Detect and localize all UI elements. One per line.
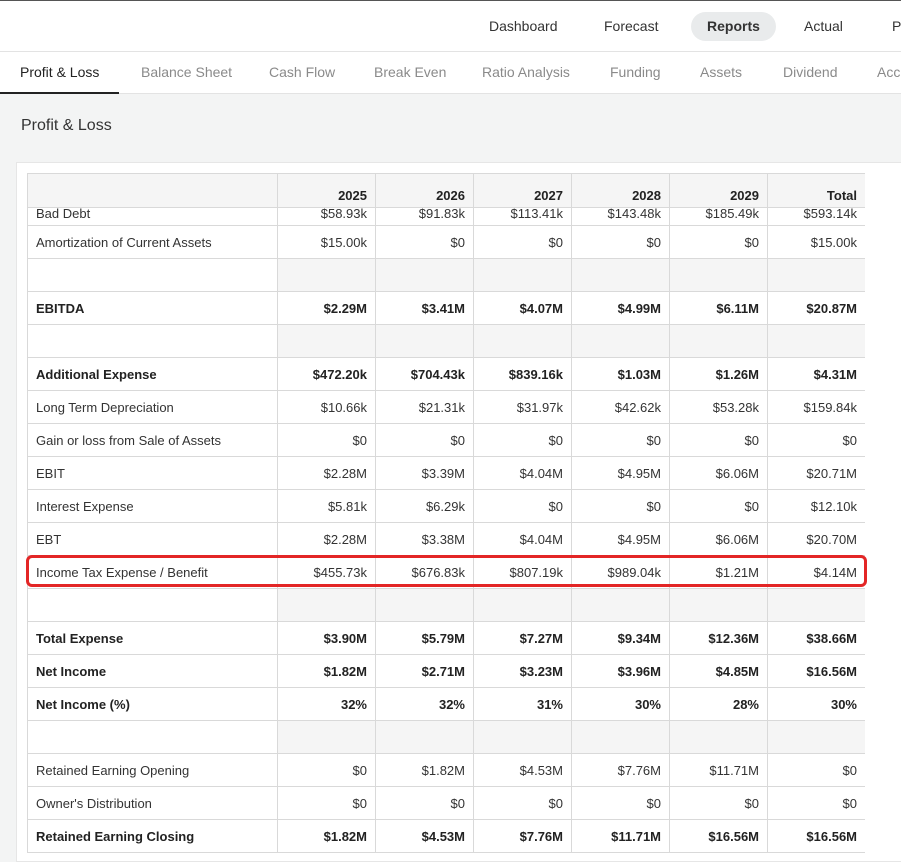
value-cell: $0 [278,787,376,820]
tab-more-truncated[interactable]: Acc [877,64,901,80]
value-cell: $4.85M [670,655,768,688]
tab-dividend[interactable]: Dividend [783,64,838,80]
header-year-cell: 2028 [572,174,670,208]
header-year-cell: 2027 [474,174,572,208]
nav-reports[interactable]: Reports [691,12,776,41]
header-year-cell: 2026 [376,174,474,208]
row-label-cell: Total Expense [28,622,278,655]
value-cell: $7.76M [474,820,572,853]
header-total-cell: Total [768,174,866,208]
value-cell: $0 [376,424,474,457]
value-cell [278,721,376,754]
nav-more-truncated[interactable]: P [892,18,901,34]
value-cell: $839.16k [474,358,572,391]
value-cell: $1.82M [278,655,376,688]
value-cell: $4.31M [768,358,866,391]
row-label-cell [28,325,278,358]
table-row [28,226,866,259]
row-label-cell: EBIT [28,457,278,490]
table-row [28,292,866,325]
value-cell [474,325,572,358]
value-cell: $0 [278,754,376,787]
value-cell: $21.31k [376,391,474,424]
value-cell: $12.10k [768,490,866,523]
value-cell [474,721,572,754]
value-cell: $1.03M [572,358,670,391]
value-cell: $455.73k [278,556,376,589]
value-cell: $3.38M [376,523,474,556]
value-cell [768,208,866,226]
value-cell: $0 [670,787,768,820]
value-cell: $0 [768,754,866,787]
table-row [28,424,866,457]
tab-balance-sheet[interactable]: Balance Sheet [141,64,233,80]
cell-text: Bad Debt [36,207,91,221]
value-cell: $42.62k [572,391,670,424]
value-cell: 32% [376,688,474,721]
row-label-cell: Additional Expense [28,358,278,391]
value-cell [278,259,376,292]
value-cell: $0 [670,226,768,259]
row-label-cell: Net Income (%) [28,688,278,721]
row-label-cell: Net Income [28,655,278,688]
value-cell: $472.20k [278,358,376,391]
value-cell: $0 [670,490,768,523]
value-cell [278,325,376,358]
value-cell [572,259,670,292]
cell-text: $91.83k [418,207,465,221]
value-cell: $0 [572,226,670,259]
value-cell [278,208,376,226]
value-cell [474,589,572,622]
row-label-cell: Interest Expense [28,490,278,523]
value-cell: $0 [376,787,474,820]
value-cell [768,325,866,358]
nav-dashboard[interactable]: Dashboard [489,18,558,34]
value-cell: $4.99M [572,292,670,325]
value-cell [670,208,768,226]
value-cell [376,325,474,358]
table-row [28,622,866,655]
row-label-cell: Long Term Depreciation [28,391,278,424]
value-cell: $0 [474,787,572,820]
value-cell [474,259,572,292]
value-cell [572,721,670,754]
value-cell: $0 [572,424,670,457]
table-header-row [28,174,866,208]
value-cell: $9.34M [572,622,670,655]
table-row [28,523,866,556]
value-cell: $10.66k [278,391,376,424]
cell-text: $185.49k [705,207,759,221]
value-cell: $38.66M [768,622,866,655]
cell-text: $113.41k [510,207,563,221]
value-cell [376,721,474,754]
value-cell: $4.04M [474,523,572,556]
value-cell: $2.29M [278,292,376,325]
value-cell: 30% [768,688,866,721]
value-cell: $6.06M [670,457,768,490]
value-cell: $159.84k [768,391,866,424]
value-cell [670,259,768,292]
tab-funding[interactable]: Funding [610,64,661,80]
row-label-cell [28,589,278,622]
row-label-cell: Amortization of Current Assets [28,226,278,259]
table-row [28,820,866,853]
value-cell: $6.29k [376,490,474,523]
value-cell [572,589,670,622]
value-cell: $20.71M [768,457,866,490]
value-cell: $0 [768,424,866,457]
value-cell [572,325,670,358]
value-cell: $3.39M [376,457,474,490]
row-label-cell: EBITDA [28,292,278,325]
value-cell [278,589,376,622]
value-cell: $16.56M [768,820,866,853]
row-label-cell: Owner's Distribution [28,787,278,820]
value-cell: $3.41M [376,292,474,325]
value-cell: $4.53M [376,820,474,853]
value-cell: $2.71M [376,655,474,688]
header-year-cell: 2025 [278,174,376,208]
value-cell: $0 [572,490,670,523]
value-cell: $15.00k [278,226,376,259]
value-cell: 30% [572,688,670,721]
value-cell [768,589,866,622]
table-row [28,787,866,820]
value-cell: 31% [474,688,572,721]
value-cell: $676.83k [376,556,474,589]
value-cell: $5.79M [376,622,474,655]
value-cell: $11.71M [670,754,768,787]
value-cell: $16.56M [670,820,768,853]
tab-cash-flow[interactable]: Cash Flow [269,64,336,80]
value-cell: $4.14M [768,556,866,589]
value-cell: $16.56M [768,655,866,688]
value-cell: $4.95M [572,523,670,556]
value-cell: $1.26M [670,358,768,391]
profit-loss-table[interactable] [27,173,865,856]
table-row [28,688,866,721]
value-cell: $53.28k [670,391,768,424]
value-cell: $20.87M [768,292,866,325]
value-cell: $3.90M [278,622,376,655]
tab-ratio-analysis[interactable]: Ratio Analysis [482,64,570,80]
cell-text: $593.14k [803,207,857,221]
value-cell: $15.00k [768,226,866,259]
value-cell [572,208,670,226]
value-cell [376,208,474,226]
value-cell [474,208,572,226]
table-row [28,358,866,391]
table-row [28,391,866,424]
spacer-row [28,721,866,754]
value-cell: $20.70M [768,523,866,556]
value-cell: $11.71M [572,820,670,853]
spacer-row [28,259,866,292]
cell-text: $58.93k [320,207,367,221]
value-cell: $5.81k [278,490,376,523]
value-cell: $7.27M [474,622,572,655]
value-cell: $0 [768,787,866,820]
value-cell: $12.36M [670,622,768,655]
value-cell: $1.82M [376,754,474,787]
value-cell: 32% [278,688,376,721]
row-label-cell: Retained Earning Opening [28,754,278,787]
table-row [28,208,866,226]
row-label-cell: EBT [28,523,278,556]
value-cell: $0 [572,787,670,820]
value-cell [670,721,768,754]
value-cell [376,589,474,622]
table-row [28,490,866,523]
value-cell: $4.95M [572,457,670,490]
value-cell [670,589,768,622]
tab-profit-loss[interactable]: Profit & Loss [0,52,119,94]
header-label-cell [28,174,278,208]
value-cell: $0 [670,424,768,457]
value-cell [376,259,474,292]
spacer-row [28,325,866,358]
value-cell: $704.43k [376,358,474,391]
value-cell: $0 [474,424,572,457]
value-cell: $0 [474,490,572,523]
value-cell: $31.97k [474,391,572,424]
value-cell: $4.07M [474,292,572,325]
row-label-cell [28,208,278,226]
value-cell: $0 [474,226,572,259]
value-cell: $7.76M [572,754,670,787]
value-cell: $1.82M [278,820,376,853]
table-row [28,754,866,787]
page-title: Profit & Loss [21,117,112,134]
value-cell: $4.53M [474,754,572,787]
value-cell: $2.28M [278,457,376,490]
value-cell: $807.19k [474,556,572,589]
spacer-row [28,589,866,622]
value-cell: $6.06M [670,523,768,556]
value-cell [768,721,866,754]
value-cell [768,259,866,292]
table-row [28,655,866,688]
value-cell: $6.11M [670,292,768,325]
value-cell: $3.96M [572,655,670,688]
report-tabs [0,52,901,94]
table-row [28,556,866,589]
value-cell: $1.21M [670,556,768,589]
value-cell: $4.04M [474,457,572,490]
row-label-cell: Retained Earning Closing [28,820,278,853]
value-cell: $0 [376,226,474,259]
tab-assets[interactable]: Assets [700,64,743,80]
header-year-cell: 2029 [670,174,768,208]
value-cell: $3.23M [474,655,572,688]
nav-forecast[interactable]: Forecast [604,18,659,34]
value-cell: $2.28M [278,523,376,556]
value-cell: $989.04k [572,556,670,589]
top-navigation [0,0,901,52]
value-cell: 28% [670,688,768,721]
table-row [28,457,866,490]
row-label-cell [28,721,278,754]
value-cell [670,325,768,358]
nav-actual[interactable]: Actual [804,18,843,34]
cell-text: $143.48k [607,207,661,221]
row-label-cell [28,259,278,292]
row-label-cell: Gain or loss from Sale of Assets [28,424,278,457]
tab-break-even[interactable]: Break Even [374,64,447,80]
row-label-cell: Income Tax Expense / Benefit [28,556,278,589]
value-cell: $0 [278,424,376,457]
